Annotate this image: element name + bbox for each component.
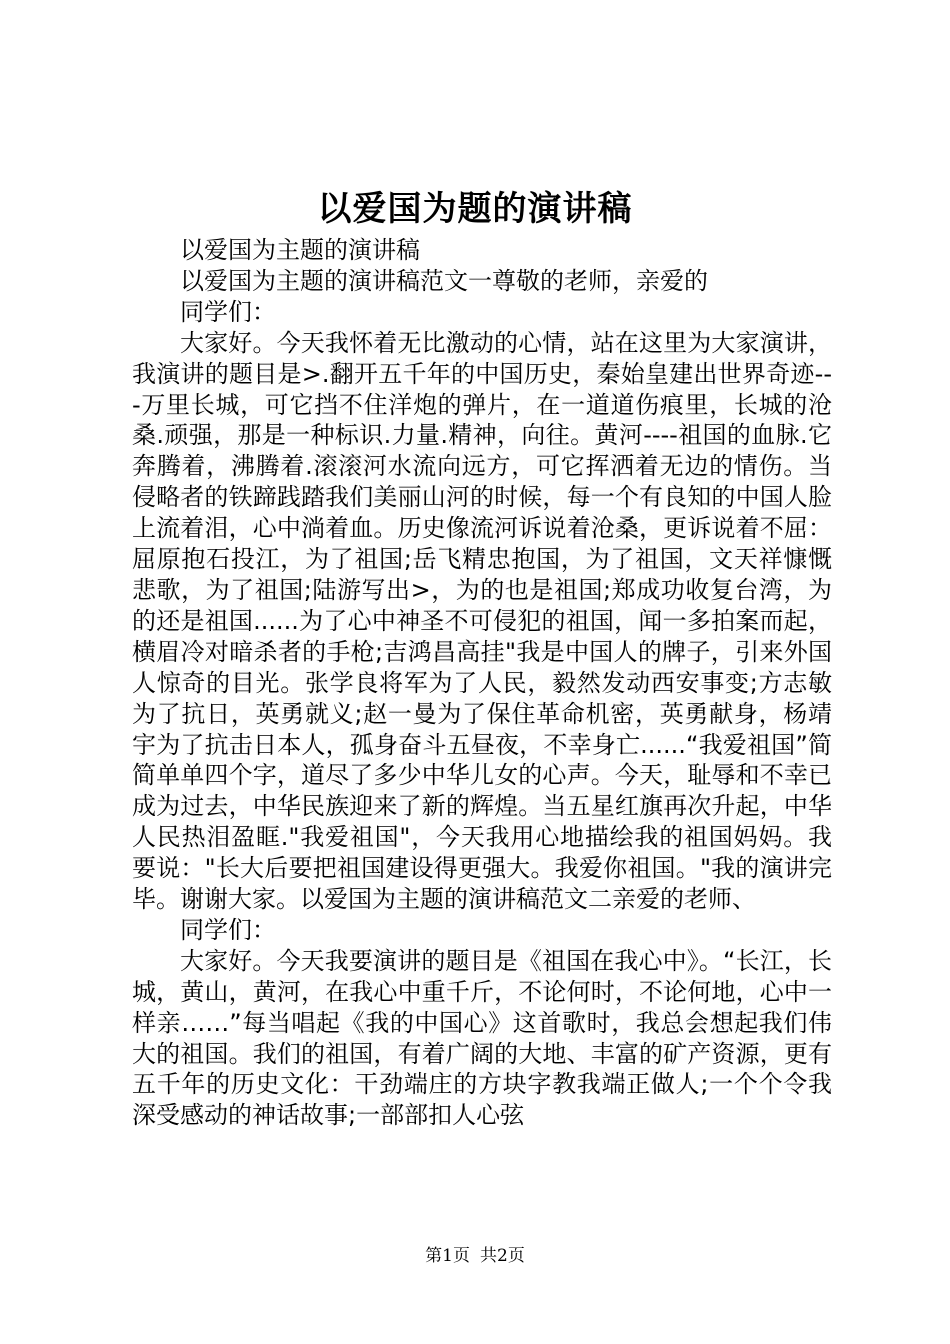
paragraph-speech-two: 大家好。今天我要演讲的题目是《祖国在我心中》。“长江，长城，黄山，黄河，在我心中重千斤，不论何时，不论何地，心中一样亲……”每当唱起《我的中国心》这首歌时，我总会想起我们伟大的祖国。我们的祖国，有着广阔的大地、丰富的矿产资源，更有五千年的历史文化：干劲端庄的方块字教我端正做人;一个个令我深受感动的神话故事;一部部扣人心弦 <box>132 946 832 1130</box>
paragraph-speech-one: 大家好。今天我怀着无比激动的心情，站在这里为大家演讲，我演讲的题目是>.翻开五千年的中国历史，秦始皇建出世界奇迹---万里长城，可它挡不住洋炮的弹片，在一道道伤痕里，长城的沧桑.顽强，那是一种标识.力量.精神，向往。黄河----祖国的血脉.它奔腾着，沸腾着.滚滚河水流向远方，可它挥洒着无边的情伤。当侵略者的铁蹄践踏我们美丽山河的时候，每一个有良知的中国人脸上流着泪，心中淌着血。历史像流河诉说着沧桑，更诉说着不屈：屈原抱石投江，为了祖国;岳飞精忠抱国，为了祖国，文天祥慷慨悲歌，为了祖国;陆游写出>，为的也是祖国;郑成功收复台湾，为的还是祖国......为了心中神圣不可侵犯的祖国，闻一多拍案而起，横眉冷对暗杀者的手枪;吉鸿昌高挂"我是中国人的牌子，引来外国人惊奇的目光。张学良将军为了人民，毅然发动西安事变;方志敏为了抗日，英勇就义;赵一曼为了保住革命机密，英勇献身，杨靖宇为了抗击日本人，孤身奋斗五昼夜，不幸身亡......“我爱祖国”简简单单四个字，道尽了多少中华儿女的心声。今天，耻辱和不幸已成为过去，中华民族迎来了新的辉煌。当五星红旗再次升起，中华人民热泪盈眶."我爱祖国"，今天我用心地描绘我的祖国妈妈。我要说："长大后要把祖国建设得更强大。我爱你祖国。"我的演讲完毕。谢谢大家。以爱国为主题的演讲稿范文二亲爱的老师、 <box>132 328 832 914</box>
page-footer <box>0 1244 950 1268</box>
paragraph-intro: 以爱国为主题的演讲稿范文一尊敬的老师，亲爱的 <box>180 266 708 295</box>
document-title: 以爱国为题的演讲稿 <box>317 189 633 229</box>
paragraph-subtitle: 以爱国为主题的演讲稿 <box>180 236 420 264</box>
paragraph-salutation: 同学们： <box>180 297 276 326</box>
page-number-current: 第1页 <box>425 1246 470 1266</box>
document-body <box>132 235 832 1131</box>
page-number-total: 共2页 <box>480 1246 525 1266</box>
paragraph-salutation-two: 同学们： <box>180 915 276 944</box>
